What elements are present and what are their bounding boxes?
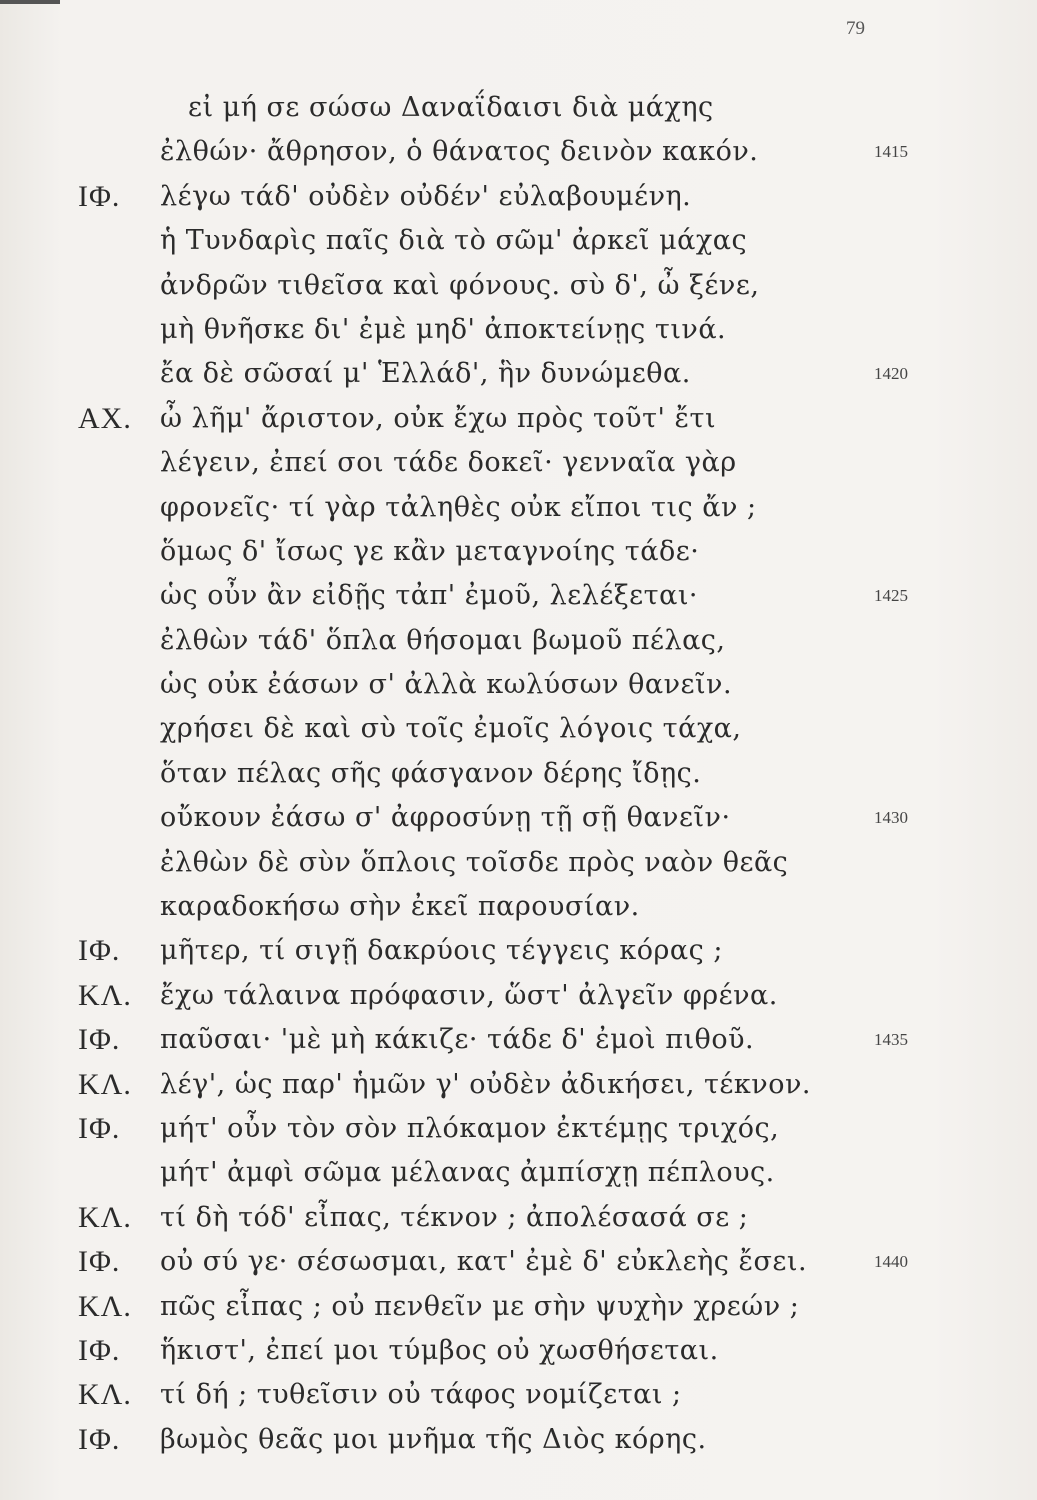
verse-text: χρήσει δὲ καὶ σὺ τοῖς ἐμοῖς λόγοις τάχα, — [160, 713, 742, 745]
verse-line — [78, 929, 908, 973]
speaker-label: ΙΦ. — [78, 1245, 121, 1279]
verse-line — [78, 1107, 908, 1151]
verse-text: ὡς οὐκ ἐάσων σ' ἀλλὰ κωλύσων θανεῖν. — [160, 669, 733, 701]
verse-line — [78, 752, 908, 796]
verse-text: μὴ θνῆσκε δι' ἐμὲ μηδ' ἀποκτείνῃς τινά. — [160, 313, 727, 345]
verse-text: ἐλθών· ἄθρησον, ὁ θάνατος δεινὸν κακόν. — [160, 136, 759, 168]
verse-line — [78, 352, 908, 396]
speaker-label: ΚΛ. — [78, 1378, 132, 1412]
speaker-label: ΙΦ. — [78, 1023, 121, 1057]
verse-line — [78, 1329, 908, 1373]
verse-line — [78, 1373, 908, 1417]
verse-text: ἡ Τυνδαρὶς παῖς διὰ τὸ σῶμ' ἀρκεῖ μάχας — [160, 225, 748, 257]
line-number: 1425 — [874, 586, 908, 606]
speaker-label: ΙΦ. — [78, 179, 121, 213]
verse-line — [78, 308, 908, 352]
verse-line — [78, 974, 908, 1018]
verse-text: παῦσαι· 'μὲ μὴ κάκιζε· τάδε δ' ἐμοὶ πιθοῦ. — [160, 1024, 755, 1056]
speaker-label: ΙΦ. — [78, 934, 121, 968]
verse-text: βωμὸς θεᾶς μοι μνῆμα τῆς Διὸς κόρης. — [160, 1423, 707, 1455]
verse-text: οὔκουν ἐάσω σ' ἀφροσύνῃ τῇ σῇ θανεῖν· — [160, 802, 731, 834]
line-number: 1420 — [874, 364, 908, 384]
verse-text: ὦ λῆμ' ἄριστον, οὐκ ἔχω πρὸς τοῦτ' ἔτι — [160, 402, 717, 434]
verse-text: φρονεῖς· τί γὰρ τἀληθὲς οὐκ εἴποι τις ἄν ; — [160, 491, 757, 523]
verse-line — [78, 175, 908, 219]
verse-text: ἐλθὼν δὲ σὺν ὅπλοις τοῖσδε πρὸς ναὸν θεᾶς — [160, 846, 789, 878]
verse-line — [78, 1018, 908, 1062]
speaker-label: ΑΧ. — [78, 401, 132, 435]
verse-line — [78, 486, 908, 530]
line-number: 1435 — [874, 1030, 908, 1050]
verse-text: τί δὴ τόδ' εἶπας, τέκνον ; ἀπολέσασά σε ; — [160, 1201, 749, 1233]
verse-text: ὅμως δ' ἴσως γε κἂν μεταγνοίης τάδε· — [160, 535, 700, 567]
verse-line — [78, 441, 908, 485]
verse-line — [78, 1418, 908, 1462]
verse-line — [78, 86, 908, 130]
verse-text: ἐλθὼν τάδ' ὅπλα θήσομαι βωμοῦ πέλας, — [160, 624, 726, 656]
verse-line — [78, 796, 908, 840]
verse-line — [78, 1151, 908, 1195]
verse-text: καραδοκήσω σὴν ἐκεῖ παρουσίαν. — [160, 891, 640, 923]
page-number: 79 — [846, 18, 865, 39]
speaker-label: ΚΛ. — [78, 978, 132, 1012]
verse-line — [78, 130, 908, 174]
verse-block — [78, 86, 908, 1462]
verse-text: μήτ' οὖν τὸν σὸν πλόκαμον ἐκτέμῃς τριχός, — [160, 1112, 780, 1144]
verse-line — [78, 1063, 908, 1107]
verse-text: μήτ' ἀμφὶ σῶμα μέλανας ἀμπίσχῃ πέπλους. — [160, 1157, 775, 1189]
verse-line — [78, 885, 908, 929]
verse-text: μῆτερ, τί σιγῇ δακρύοις τέγγεις κόρας ; — [160, 935, 723, 967]
verse-line — [78, 264, 908, 308]
speaker-label: ΚΛ. — [78, 1289, 132, 1323]
verse-text: ὡς οὖν ἂν εἰδῇς τἀπ' ἐμοῦ, λελέξεται· — [160, 580, 699, 612]
verse-line — [78, 841, 908, 885]
speaker-label: ΚΛ. — [78, 1200, 132, 1234]
verse-line — [78, 530, 908, 574]
verse-text: τί δή ; τυθεῖσιν οὐ τάφος νομίζεται ; — [160, 1379, 682, 1411]
header-rule — [0, 0, 60, 4]
speaker-label: ΙΦ. — [78, 1333, 121, 1367]
speaker-label: ΙΦ. — [78, 1422, 121, 1456]
verse-text: οὐ σύ γε· σέσωσμαι, κατ' ἐμὲ δ' εὐκλεὴς ἔσει. — [160, 1246, 808, 1278]
speaker-label: ΙΦ. — [78, 1111, 121, 1145]
verse-line — [78, 397, 908, 441]
verse-text: ἥκιστ', ἐπεί μοι τύμβος οὐ χωσθήσεται. — [160, 1334, 719, 1366]
verse-line — [78, 1240, 908, 1284]
verse-text: εἰ μή σε σώσω Δαναΐδαισι διὰ μάχης — [188, 92, 714, 123]
line-number: 1430 — [874, 808, 908, 828]
verse-line — [78, 663, 908, 707]
verse-text: ἔα δὲ σῶσαί μ' Ἑλλάδ', ἣν δυνώμεθα. — [160, 358, 691, 390]
speaker-label: ΚΛ. — [78, 1067, 132, 1101]
verse-text: ὅταν πέλας σῆς φάσγανον δέρης ἴδῃς. — [160, 757, 702, 789]
verse-line — [78, 707, 908, 751]
verse-line — [78, 1285, 908, 1329]
line-number: 1415 — [874, 142, 908, 162]
verse-line — [78, 619, 908, 663]
verse-text: λέγειν, ἐπεί σοι τάδε δοκεῖ· γενναῖα γὰρ — [160, 447, 737, 479]
verse-text: ἀνδρῶν τιθεῖσα καὶ φόνους. σὺ δ', ὦ ξένε, — [160, 269, 760, 301]
verse-line — [78, 1196, 908, 1240]
verse-text: λέγω τάδ' οὐδὲν οὐδέν' εὐλαβουμένη. — [160, 180, 692, 212]
verse-line — [78, 574, 908, 618]
verse-line — [78, 219, 908, 263]
verse-text: ἔχω τάλαινα πρόφασιν, ὥστ' ἀλγεῖν φρένα. — [160, 979, 778, 1011]
verse-text: πῶς εἶπας ; οὐ πενθεῖν με σὴν ψυχὴν χρεών ; — [160, 1290, 800, 1322]
line-number: 1440 — [874, 1252, 908, 1272]
verse-text: λέγ', ὡς παρ' ἡμῶν γ' οὐδὲν ἀδικήσει, τέκνον. — [160, 1068, 811, 1100]
